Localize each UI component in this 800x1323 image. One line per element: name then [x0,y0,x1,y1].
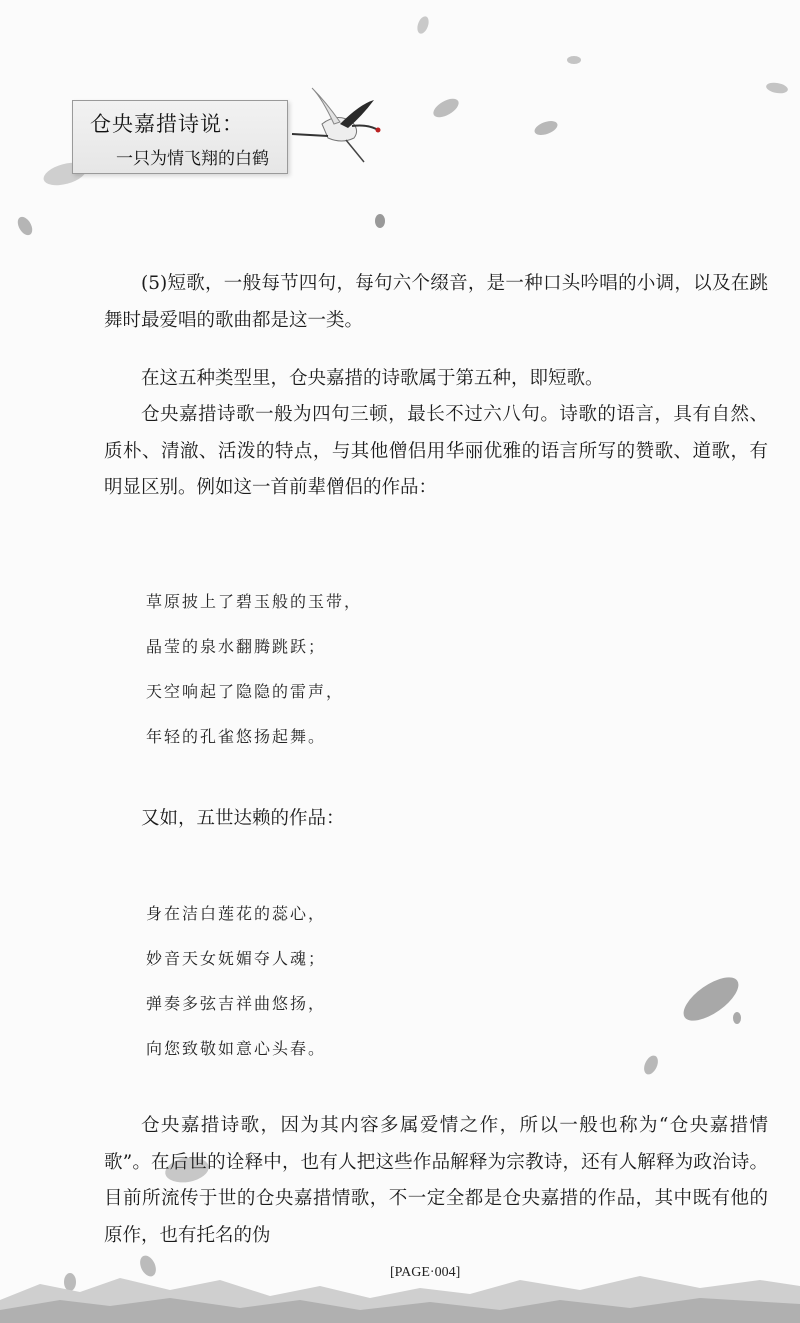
petal-decoration [640,1052,662,1078]
petal-decoration [764,80,790,96]
poem-line: 身在洁白莲花的蕊心， [146,904,327,923]
mountain-landscape-illustration [0,1240,800,1323]
series-subtitle: 一只为情飞翔的白鹤 [116,149,269,169]
poem-line: 天空响起了隐隐的雷声， [146,682,345,701]
poem-line: 向您致敬如意心头春。 [146,1039,327,1058]
body-paragraph: 在这五种类型里，仓央嘉措的诗歌属于第五种，即短歌。 [141,368,604,389]
poem-line: 年轻的孔雀悠扬起舞。 [146,727,327,746]
poem-line: 妙音天女妩媚夺人魂； [146,949,327,968]
body-paragraph: (5)短歌，一般每节四句，每句六个缀音，是一种口头吟唱的小调，以及在跳舞时最爱唱的歌曲都是这一类。 [104,273,768,331]
petal-decoration [414,14,432,36]
body-paragraph: 又如，五世达赖的作品： [141,808,345,829]
page-number: [PAGE·004] [390,1265,461,1280]
poem-line: 草原披上了碧玉般的玉带， [146,592,363,611]
body-paragraph: 仓央嘉措诗歌，因为其内容多属爱情之作，所以一般也称为“仓央嘉措情歌”。在后世的诠释中，也有人把这些作品解释为宗教诗，还有人解释为政治诗。目前所流传于世的仓央嘉措情歌，不一定全都是仓央嘉措的作品，其中既有他的原作，也有托名的伪 [104,1115,768,1246]
petal-decoration [566,54,582,66]
white-crane-illustration [282,84,392,174]
series-title: 仓央嘉措诗说： [90,112,244,136]
body-paragraph: 仓央嘉措诗歌一般为四句三顿，最长不过六八句。诗歌的语言，具有自然、质朴、清澈、活泼的特点，与其他僧侣用华丽优雅的语言所写的赞歌、道歌，有明显区别。例如这一首前辈僧侣的作品： [104,404,768,498]
petal-decoration [730,1010,744,1026]
petal-decoration [372,212,388,230]
petal-decoration [532,118,560,138]
poem-line: 弹奏多弦吉祥曲悠扬， [146,994,327,1013]
petal-decoration [430,96,462,120]
poem-line: 晶莹的泉水翻腾跳跃； [146,637,327,656]
petal-decoration [14,214,36,238]
